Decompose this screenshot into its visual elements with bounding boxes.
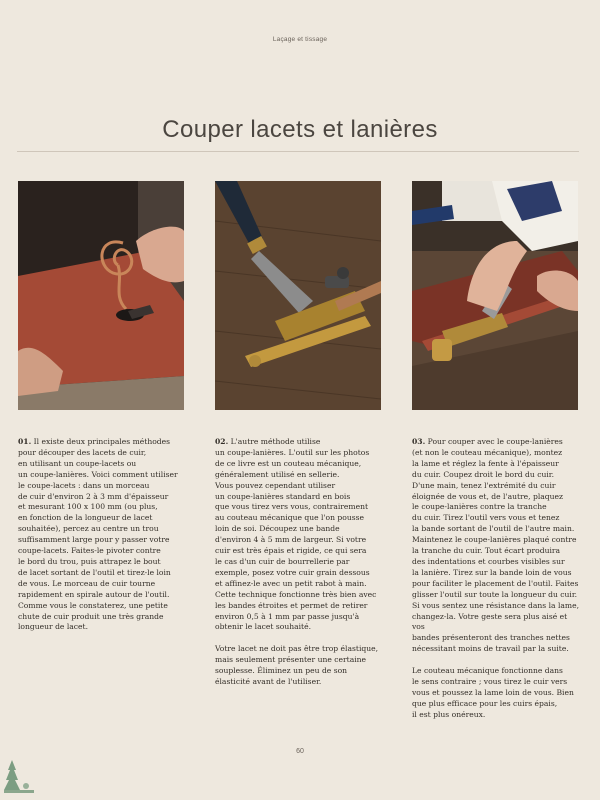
line: environ 0,5 à 1 mm par passe jusqu'à xyxy=(215,611,360,621)
line: Cette technique fonctionne très bien avec xyxy=(215,589,377,599)
line: la tranche du cuir. Tout écart produira xyxy=(412,546,561,556)
photo-coupe-lanieres xyxy=(412,181,578,410)
line: nécessitant moins de travail par la suite. xyxy=(412,644,569,654)
line: de lacet sortant de l'outil et tirez-le loin xyxy=(18,567,171,577)
line: mais seulement présenter une certaine xyxy=(215,655,367,665)
instruction-column-3 xyxy=(412,437,582,731)
line: d'environ 4 à 5 mm de largeur. Si votre xyxy=(215,535,367,545)
line: (et non le couteau mécanique), montez xyxy=(412,447,563,457)
line: longueur de lacet. xyxy=(18,622,89,632)
line: Le couteau mécanique fonctionne dans xyxy=(412,666,563,676)
line: Pour couper avec le coupe-lanières xyxy=(427,437,563,446)
line: du cuir. Coupez droit le bord du cuir. xyxy=(412,469,554,479)
page-number: 60 xyxy=(296,748,304,755)
line: élasticité avant de l'utiliser. xyxy=(215,676,322,686)
line: il est plus onéreux. xyxy=(412,709,486,719)
line: de vous. Le morceau de cuir tourne xyxy=(18,578,156,588)
instruction-paragraph xyxy=(215,437,385,633)
line: le coupe-lacets : dans un morceau xyxy=(18,480,150,490)
step-number: 02. xyxy=(215,437,229,446)
running-head: Laçage et tissage xyxy=(272,36,328,43)
instruction-column-1 xyxy=(18,437,188,644)
line: et mesurant 100 x 100 mm (ou plus, xyxy=(18,502,158,512)
line: changez-la. Votre geste sera plus aisé et vos xyxy=(412,611,568,632)
line: le bord du trou, puis attrapez le bout xyxy=(18,556,161,566)
line: exemple, posez votre cuir grain dessous xyxy=(215,567,370,577)
line: un coupe-lanières. L'outil sur les photos xyxy=(215,447,370,457)
line: la lanière. Tirez sur la bande loin de vous xyxy=(412,567,572,577)
line: Votre lacet ne doit pas être trop élastique, xyxy=(215,644,379,654)
line: coupe-lacets. Faites-le pivoter contre xyxy=(18,546,161,556)
line: pour découper des lacets de cuir, xyxy=(18,447,147,457)
step-number: 03. xyxy=(412,437,426,446)
line: du cuir. Tirez l'outil vers vous et tenez xyxy=(412,513,560,523)
title-divider xyxy=(17,151,579,152)
line: des indentations et courbes visibles sur xyxy=(412,556,565,566)
line: Maintenez le coupe-lanières plaqué contre xyxy=(412,535,577,545)
line: D'une main, tenez l'extrémité du cuir xyxy=(412,480,556,490)
line: le sens contraire ; vous tirez le cuir vers xyxy=(412,676,568,686)
line: de ce livre est un couteau mécanique, xyxy=(215,458,362,468)
line: chute de cuir produit une très grande xyxy=(18,611,164,621)
line: bandes présenteront des tranches nettes xyxy=(412,633,570,643)
instruction-column-2 xyxy=(215,437,385,699)
line: en utilisant un coupe-lacets ou xyxy=(18,458,137,468)
instruction-paragraph xyxy=(215,644,385,688)
line: Si vous sentez une résistance dans la lame, xyxy=(412,600,580,610)
line: le coupe-lanières contre la tranche xyxy=(412,502,547,512)
photo-coupe-lacets xyxy=(18,181,184,410)
line: vous et poussez la lame loin de vous. Bien xyxy=(412,687,574,697)
line: un coupe-lanières standard en bois xyxy=(215,491,351,501)
line: un coupe-lanières. Voici comment utiliser xyxy=(18,469,178,479)
photo-couteau-mecanique-illustration xyxy=(215,181,381,410)
photo-coupe-lanieres-illustration xyxy=(412,181,578,410)
line: glisser l'outil sur toute la longueur du cuir. xyxy=(412,589,578,599)
line: de cuir d'environ 2 à 3 mm d'épaisseur xyxy=(18,491,169,501)
line: la bande sortant de l'outil de l'autre main. xyxy=(412,524,575,534)
line: au couteau mécanique que l'on pousse xyxy=(215,513,365,523)
line: loin de soi. Découpez une bande xyxy=(215,524,340,534)
line: éloignée de vous et, de l'autre, plaquez xyxy=(412,491,564,501)
instruction-paragraph xyxy=(18,437,188,633)
line: souhaitée), percez au centre un trou xyxy=(18,524,159,534)
line: Comme vous le constaterez, une petite xyxy=(18,600,168,610)
line: que plus efficace pour les cuirs épais, xyxy=(412,698,558,708)
library-stamp-icon xyxy=(2,758,36,796)
instruction-paragraph xyxy=(412,437,582,655)
photo-couteau-mecanique xyxy=(215,181,381,410)
line: cuir est très épais et rigide, ce qui sera xyxy=(215,546,367,556)
line: souplesse. Éliminez un peu de son xyxy=(215,666,348,676)
line: Il existe deux principales méthodes xyxy=(33,437,171,446)
step-number: 01. xyxy=(18,437,32,446)
line: la lame et réglez la fente à l'épaisseur xyxy=(412,458,559,468)
line: Vous pouvez cependant utiliser xyxy=(215,480,336,490)
line: les bandes étroites et permet de retirer xyxy=(215,600,368,610)
line: L'autre méthode utilise xyxy=(230,437,321,446)
photo-coupe-lacets-illustration xyxy=(18,181,184,410)
line: obtenir le lacet souhaité. xyxy=(215,622,312,632)
line: que vous tirez vers vous, contrairement xyxy=(215,502,369,512)
line: suffisamment large pour y passer votre xyxy=(18,535,170,545)
line: généralement utilisé en sellerie. xyxy=(215,469,340,479)
line: le cas d'un cuir de bourrellerie par xyxy=(215,556,350,566)
page-title: Couper lacets et lanières xyxy=(162,116,438,144)
instruction-paragraph xyxy=(412,666,582,721)
line: pour faciliter le placement de l'outil. Faites xyxy=(412,578,579,588)
line: rapidement en spirale autour de l'outil. xyxy=(18,589,170,599)
line: et affinez-le avec un petit rabot à main. xyxy=(215,578,367,588)
line: en fonction de la longueur de lacet xyxy=(18,513,153,523)
